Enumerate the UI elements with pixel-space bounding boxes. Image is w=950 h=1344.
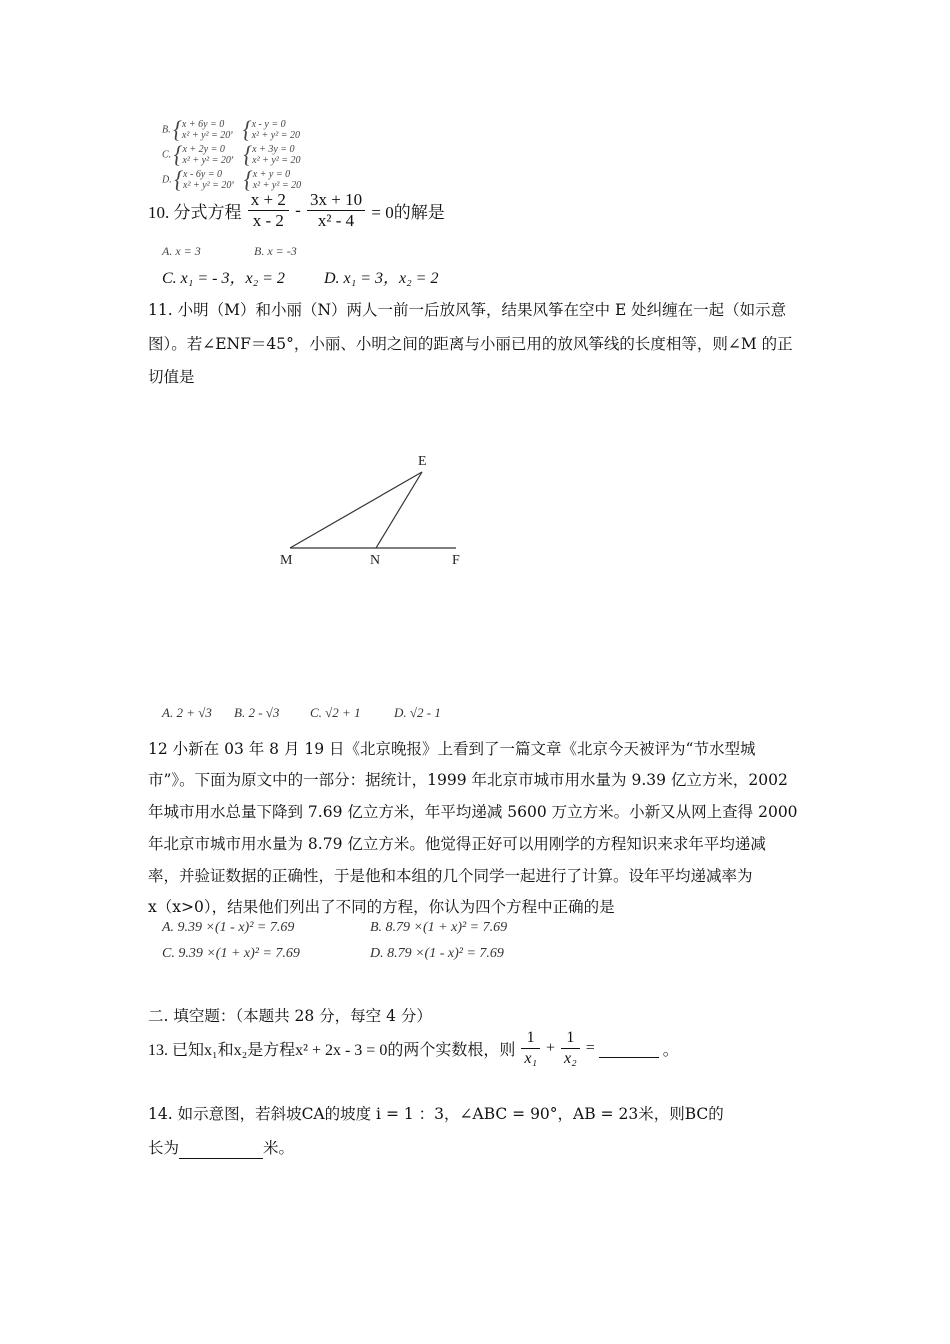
equation: x² + y² = 20 bbox=[181, 130, 231, 141]
equation: x - y = 0 bbox=[251, 119, 286, 130]
q9-option-d-system1 bbox=[183, 169, 231, 191]
q9-option-b-system1 bbox=[182, 119, 230, 141]
q12-option-a: A. 9.39 ×(1 - x)² = 7.69 bbox=[162, 920, 295, 935]
q11-option-d: D. √2 - 1 bbox=[394, 705, 441, 720]
brace-icon: { bbox=[243, 165, 253, 194]
point-label-m: M bbox=[280, 553, 293, 568]
equation: x² + y² = 20 bbox=[182, 155, 231, 166]
q9-option-c-label: C. bbox=[162, 149, 172, 161]
brace-icon: { bbox=[173, 115, 182, 144]
q9-option-c: C. {x + 2y = 0 x² + y² = 20， {x + 3y = 0 x² + y² = 20 bbox=[162, 140, 301, 169]
q9-option-c-system2 bbox=[252, 144, 300, 166]
q13-prefix: 13. 已知x₁和x₂是方程x² + 2x - 3 = 0的两个实数根，则 bbox=[148, 1042, 516, 1059]
brace-icon: { bbox=[173, 140, 183, 169]
q13-fraction-2-denominator: x₂ bbox=[564, 1050, 577, 1067]
q10-fraction-2 bbox=[307, 190, 365, 231]
equation: x² + y² = 20 bbox=[251, 130, 300, 141]
equation: x² + y² = 20 bbox=[252, 155, 301, 166]
q12-line-1: 12 小新在 03 年 8 月 19 日《北京晚报》上看到了一篇文章《北京今天被评为“节水型城 bbox=[148, 740, 756, 758]
q9-option-d-label: D. bbox=[162, 174, 172, 186]
point-label-e: E bbox=[418, 454, 427, 469]
equation: x - 6y = 0 bbox=[183, 169, 223, 180]
kite-line-me bbox=[290, 472, 422, 548]
section-2-heading: 二. 填空题：（本题共 28 分，每空 4 分） bbox=[148, 1007, 432, 1025]
q10-prefix: 10. 分式方程 bbox=[148, 203, 242, 222]
equation: x + 6y = 0 bbox=[181, 119, 225, 130]
q13-fraction-1-numerator: 1 bbox=[521, 1028, 540, 1049]
q12-option-b: B. 8.79 ×(1 + x)² = 7.69 bbox=[370, 920, 508, 935]
q12-line-3: 年城市用水总量下降到 7.69 亿立方米，年平均递减 5600 万立方米。小新又从网上查得 2000 bbox=[148, 803, 798, 821]
q13-answer-blank[interactable] bbox=[599, 1039, 659, 1058]
q9-option-b-label: B. bbox=[162, 124, 171, 136]
q10-minus: - bbox=[295, 200, 301, 220]
q12-line-6: x（x>0），结果他们列出了不同的方程，你认为四个方程中正确的是 bbox=[148, 898, 615, 916]
equation: x + y = 0 bbox=[252, 169, 291, 180]
q13-plus: + bbox=[546, 1039, 556, 1057]
q13-fraction-2 bbox=[561, 1028, 580, 1069]
q11-line-3: 切值是 bbox=[148, 368, 195, 386]
q10-fraction-1-numerator: x + 2 bbox=[248, 190, 289, 211]
q13-fraction-2-numerator: 1 bbox=[561, 1028, 580, 1049]
q11-option-a: A. 2 + √3 bbox=[162, 705, 212, 720]
q10-suffix: = 0的解是 bbox=[371, 203, 445, 222]
q11-kite-figure bbox=[270, 440, 500, 580]
equation: x + 3y = 0 bbox=[252, 144, 295, 155]
brace-icon: { bbox=[243, 140, 253, 169]
equation: x² + y² = 20 bbox=[183, 180, 232, 191]
q10-option-c: C. x₁ = - 3，x₂ = 2 bbox=[162, 270, 285, 287]
q13-suffix: 。 bbox=[662, 1042, 679, 1059]
q14-line-2 bbox=[148, 1138, 294, 1159]
q10-stem bbox=[148, 190, 445, 231]
q14-line-2-prefix: 长为 bbox=[148, 1139, 180, 1157]
point-label-n: N bbox=[370, 553, 381, 568]
q14-line-2-suffix: 米。 bbox=[263, 1139, 295, 1157]
q9-option-d: D. {x - 6y = 0 x² + y² = 20， {x + y = 0 x² + y² = 20 bbox=[162, 165, 302, 194]
q13-stem bbox=[148, 1028, 679, 1069]
q9-option-b-system2 bbox=[252, 119, 300, 141]
q10-fraction-1 bbox=[248, 190, 289, 231]
q11-option-c: C. √2 + 1 bbox=[310, 705, 361, 720]
q12-line-2: 市”》。下面为原文中的一部分：据统计，1999 年北京市城市用水量为 9.39 亿立方米，2002 bbox=[148, 771, 788, 789]
equation: x + 2y = 0 bbox=[182, 144, 225, 155]
q12-line-4: 年北京市城市用水量为 8.79 亿立方米。他觉得正好可以用刚学的方程知识来求年平均递减 bbox=[148, 835, 766, 853]
q12-line-5: 率，并验证数据的正确性，于是他和本组的几个同学一起进行了计算。设年平均递减率为 bbox=[148, 867, 753, 885]
q9-option-c-system1 bbox=[182, 144, 230, 166]
q10-option-b: B. x = -3 bbox=[254, 244, 297, 258]
q12-option-d: D. 8.79 ×(1 - x)² = 7.69 bbox=[370, 946, 504, 961]
q13-fraction-1 bbox=[521, 1028, 540, 1069]
q14-answer-blank[interactable] bbox=[179, 1138, 263, 1159]
kite-line-ne bbox=[376, 472, 422, 548]
q10-fraction-2-numerator: 3x + 10 bbox=[307, 190, 365, 211]
q11-line-1: 11. 小明（M）和小丽（N）两人一前一后放风筝，结果风筝在空中 E 处纠缠在一起（如示意 bbox=[148, 301, 787, 319]
q11-option-b: B. 2 - √3 bbox=[234, 705, 280, 720]
point-label-f: F bbox=[452, 553, 460, 568]
q13-fraction-1-denominator: x₁ bbox=[524, 1050, 538, 1067]
q10-option-a: A. x = 3 bbox=[162, 244, 201, 258]
q10-fraction-2-denominator: x² - 4 bbox=[317, 211, 355, 230]
q10-fraction-1-denominator: x - 2 bbox=[252, 211, 284, 230]
q13-equals: = bbox=[585, 1039, 595, 1057]
brace-icon: { bbox=[242, 115, 252, 144]
q10-option-d: D. x₁ = 3，x₂ = 2 bbox=[324, 270, 439, 287]
q9-option-b: B. {x + 6y = 0 x² + y² = 20， {x - y = 0 x² + y² = 20 bbox=[162, 115, 300, 144]
q11-line-2: 图）。若∠ENF＝45°，小丽、小明之间的距离与小丽已用的放风筝线的长度相等，则∠M 的正 bbox=[148, 335, 793, 353]
brace-icon: { bbox=[174, 165, 184, 194]
q9-option-d-system2 bbox=[253, 169, 301, 191]
equation: x² + y² = 20 bbox=[252, 180, 302, 191]
q12-option-c: C. 9.39 ×(1 + x)² = 7.69 bbox=[162, 946, 300, 961]
q14-line-1: 14. 如示意图，若斜坡CA的坡度 i = 1 ：3，∠ABC = 90°，AB = 23米，则BC的 bbox=[148, 1105, 724, 1123]
